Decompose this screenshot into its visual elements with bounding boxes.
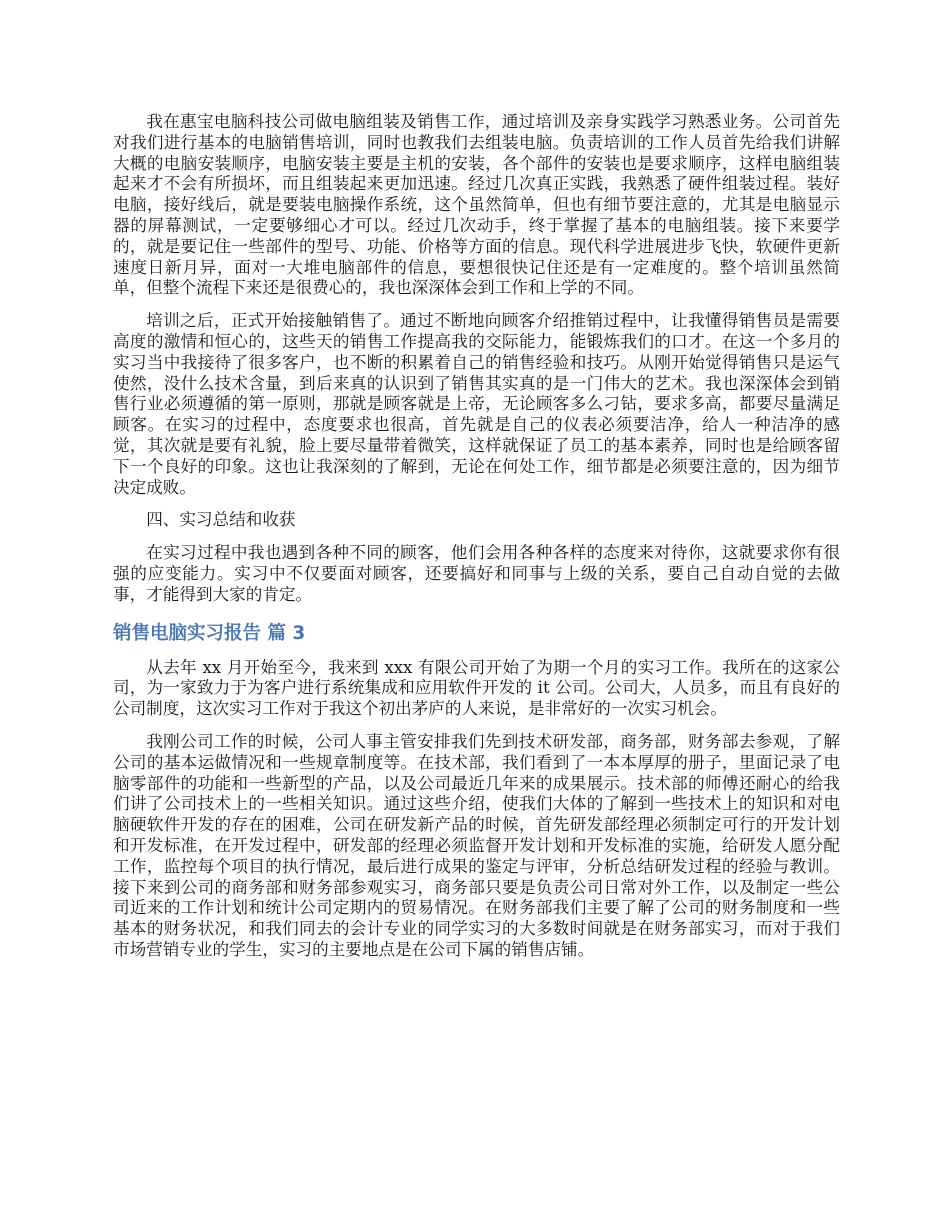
paragraph-summary: 在实习过程中我也遇到各种不同的顾客，他们会用各种各样的态度来对待你，这就要求你有很强的应变能力。实习中不仅要面对顾客，还要搞好和同事与上级的关系，要自己自动自觉的去做事，才能得到大家的肯定。 [113,543,840,604]
paragraph-departments: 我刚公司工作的时候，公司人事主管安排我们先到技术研发部，商务部，财务部去参观，了解公司的基本运做情况和一些规章制度等。在技术部，我们看到了一本本厚厚的册子，里面记录了电脑零部件的功能和一些新型的产品，以及公司最近几年来的成果展示。技术部的师傅还耐心的给我们讲了公司技术上的一些相关知识。通过这些介绍，使我们大体的了解到一些技术上的知识和对电脑硬软件开发的存在的困难，公司在研发新产品的时候，首先研发部经理必须制定可行的开发计划和开发标准，在开发过程中，研发部的经理必须监督开发计划和开发标准的实施，给研发人愿分配工作，监控每个项目的执行情况，最后进行成果的鉴定与评审，分析总结研发过程的经验与教训。接下来到公司的商务部和财务部参观实习，商务部只要是负责公司日常对外工作，以及制定一些公司近来的工作计划和统计公司定期内的贸易情况。在财务部我们主要了解了公司的财务制度和一些基本的财务状况，和我们同去的会计专业的同学实习的大多数时间就是在财务部实习，而对于我们市场营销专业的学生，实习的主要地点是在公司下属的销售店铺。 [113,731,840,959]
paragraph-sales: 培训之后，正式开始接触销售了。通过不断地向顾客介绍推销过程中，让我懂得销售员是需要高度的激情和恒心的，这些天的销售工作提高我的交际能力，能锻炼我们的口才。在这一个多月的实习当中我接待了很多客户，也不断的积累着自己的销售经验和技巧。从刚开始觉得销售只是运气使然，没什么技术含量，到后来真的认识到了销售其实真的是一门伟大的艺术。我也深深体会到销售行业必须遵循的第一原则，那就是顾客就是上帝，无论顾客多么刁钻，要求多高，都要尽量满足顾客。在实习的过程中，态度要求也很高，首先就是自己的仪表必须要洁净，给人一种洁净的感觉，其次就是要有礼貌，脸上要尽量带着微笑，这样就保证了员工的基本素养，同时也是给顾客留下一个良好的印象。这也让我深刻的了解到，无论在何处工作，细节都是必须要注意的，因为细节决定成败。 [113,311,840,497]
document-page [113,112,840,973]
report-heading: 销售电脑实习报告 篇 3 [113,622,306,644]
section-title-summary: 四、实习总结和收获 [146,510,296,530]
paragraph-intro: 从去年 xx 月开始至今，我来到 xxx 有限公司开始了为期一个月的实习工作。我所在的这家公司，为一家致力于为客户进行系统集成和应用软件开发的 it 公司。公司大，人员多，而且有良好的公司制度，这次实习工作对于我这个初出茅庐的人来说，是非常好的一次实习机会。 [113,657,840,719]
paragraph-training: 我在惠宝电脑科技公司做电脑组装及销售工作，通过培训及亲身实践学习熟悉业务。公司首先对我们进行基本的电脑销售培训，同时也教我们去组装电脑。负责培训的工作人员首先给我们讲解大概的电脑安装顺序，电脑安装主要是主机的安装，各个部件的安装也是要求顺序，这样电脑组装起来才不会有所损坏，而且组装起来更加迅速。经过几次真正实践，我熟悉了硬件组装过程。装好电脑，接好线后，就是要装电脑操作系统，这个虽然简单，但也有细节要注意的，尤其是电脑显示器的屏幕测试，一定要够细心才可以。经过几次动手，终于掌握了基本的电脑组装。接下来要学的，就是要记住一些部件的型号、功能、价格等方面的信息。现代科学进展进步飞快，软硬件更新速度日新月异，面对一大堆电脑部件的信息，要想很快记住还是有一定难度的。整个培训虽然简单，但整个流程下来还是很费心的，我也深深体会到工作和上学的不同。 [113,112,840,298]
